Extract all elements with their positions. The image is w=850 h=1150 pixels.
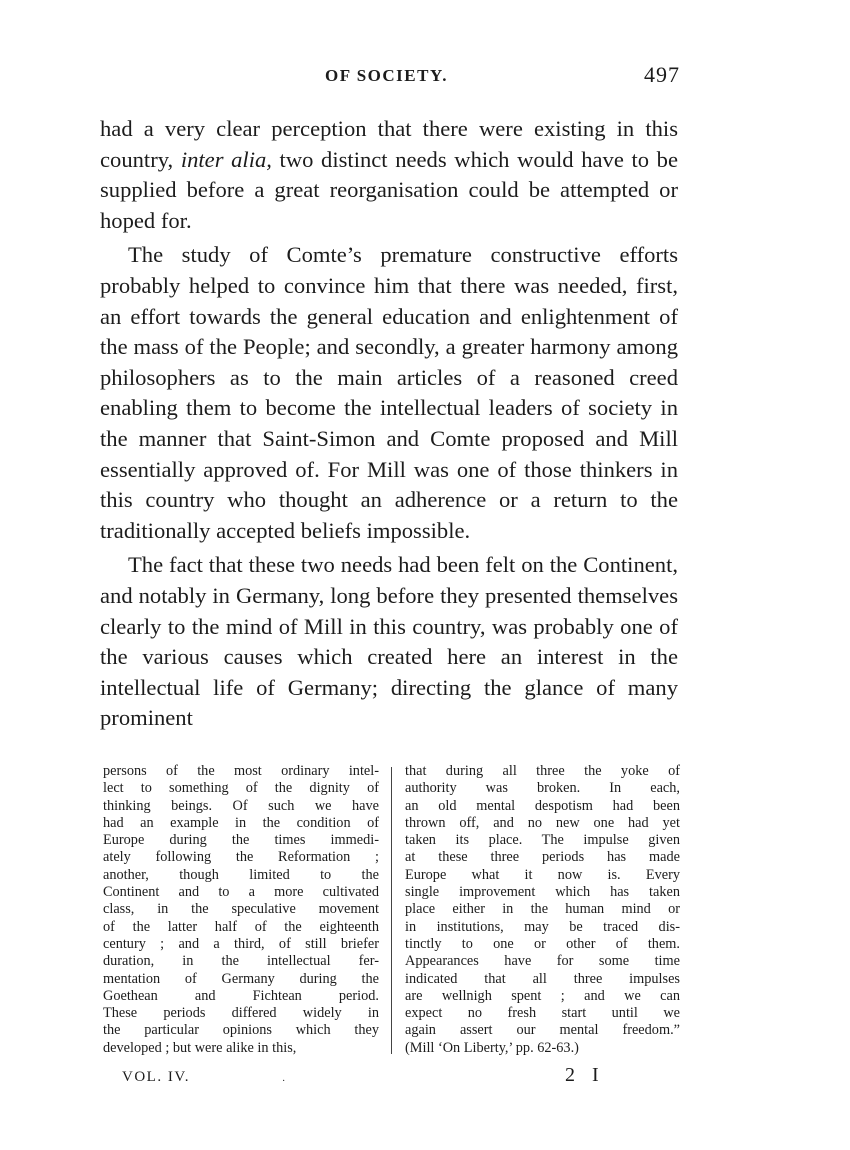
- footnote-line: in institutions, may be traced dis-: [405, 918, 680, 935]
- footnote-line: Continent and to a more cultivated: [103, 884, 379, 901]
- column-divider: [391, 767, 392, 1054]
- footnote-line: developed ; but were alike in this,: [103, 1039, 297, 1056]
- footnote-line: at these three periods has made: [405, 849, 680, 866]
- footnote-line: taken its place. The impulse given: [405, 832, 680, 849]
- footnote-line: single improvement which has taken: [405, 884, 680, 901]
- footnote-line: thinking beings. Of such we have: [103, 797, 379, 814]
- footnote-line: authority was broken. In each,: [405, 780, 680, 797]
- footnote-line: Europe during the times immedi-: [103, 832, 379, 849]
- volume-mark: VOL. IV.: [122, 1069, 190, 1085]
- footnote-line: mentation of Germany during the: [103, 970, 379, 987]
- footnote-line: that during all three the yoke of: [405, 763, 680, 779]
- footnote-line: thrown off, and no new one had yet: [405, 814, 680, 831]
- footnote: [100, 763, 680, 1063]
- footnote-line: indicated that all three impulses: [405, 970, 680, 987]
- footnote-right-column: [405, 763, 680, 1057]
- footnote-line: Appearances have for some time: [405, 953, 680, 970]
- footnote-line: (Mill ‘On Liberty,’ pp. 62-63.): [405, 1039, 579, 1056]
- paragraph-2: The study of Comte’s premature constructive efforts probably helped to convince him that there was needed, first, an effort towards the general education and enlightenment of the mass of the People; and secondly, a greater harmony among philosophers as to the main articles of a reasoned creed enabling them to become the intellectual leaders of society in the manner that Saint-Simon and Comte proposed and Mill essentially approved of. For Mill was one of those thinkers in this country who thought an adherence or a return to the traditionally accepted beliefs impossible.: [100, 242, 678, 543]
- footnote-line: lect to something of the dignity of: [103, 780, 379, 797]
- footnote-line: Goethean and Fichtean period.: [103, 987, 379, 1004]
- footnote-line: another, though limited to the: [103, 866, 379, 883]
- footnote-line: These periods differed widely in: [103, 1005, 379, 1022]
- paragraph-1-rest: two distinct needs which would have to be supplied before a great reorganisation could be attempted or hoped for.: [100, 146, 678, 233]
- footnote-line: century ; and a third, of still briefer: [103, 935, 379, 952]
- paragraph-3: The fact that these two needs had been felt on the Continent, and notably in Germany, long before they presented themselves clearly to the mind of Mill in this country, was probably one of the various causes which created here an interest in the intellectual life of Germany; directing the glance of many prominent: [100, 552, 678, 731]
- footnote-left-column: [103, 763, 379, 1057]
- footnote-line: place either in the human mind or: [405, 901, 680, 918]
- footnote-line: class, in the speculative movement: [103, 901, 379, 918]
- footnote-line: expect no fresh start until we: [405, 1005, 680, 1022]
- footnote-line: an old mental despotism had been: [405, 797, 680, 814]
- signature-mark: 2 I: [565, 1064, 605, 1086]
- footnote-line: are wellnigh spent ; and we can: [405, 987, 680, 1004]
- page-number: 497: [644, 62, 680, 87]
- body-text: [100, 114, 678, 734]
- footnote-line: tinctly to one or other of them.: [405, 935, 680, 952]
- footnote-line: persons of the most ordinary intel-: [103, 763, 379, 779]
- footnote-line: ately following the Reformation ;: [103, 849, 379, 866]
- footnote-line: had an example in the condition of: [103, 814, 379, 831]
- footnote-line: Europe what it now is. Every: [405, 866, 680, 883]
- print-speck: ·: [282, 1076, 286, 1087]
- running-title: OF SOCIETY.: [325, 66, 448, 85]
- footnote-line: the particular opinions which they: [103, 1022, 379, 1039]
- paragraph-1: [100, 114, 678, 236]
- paragraph-1-start: had a very clear perception that there were existing in this country,: [100, 116, 678, 172]
- running-head: [100, 62, 680, 92]
- footnote-line: again assert our mental freedom.”: [405, 1022, 680, 1039]
- footnote-line: duration, in the intellectual fer-: [103, 953, 379, 970]
- footnote-line: of the latter half of the eighteenth: [103, 918, 379, 935]
- paragraph-1-italic: inter alia,: [180, 146, 272, 172]
